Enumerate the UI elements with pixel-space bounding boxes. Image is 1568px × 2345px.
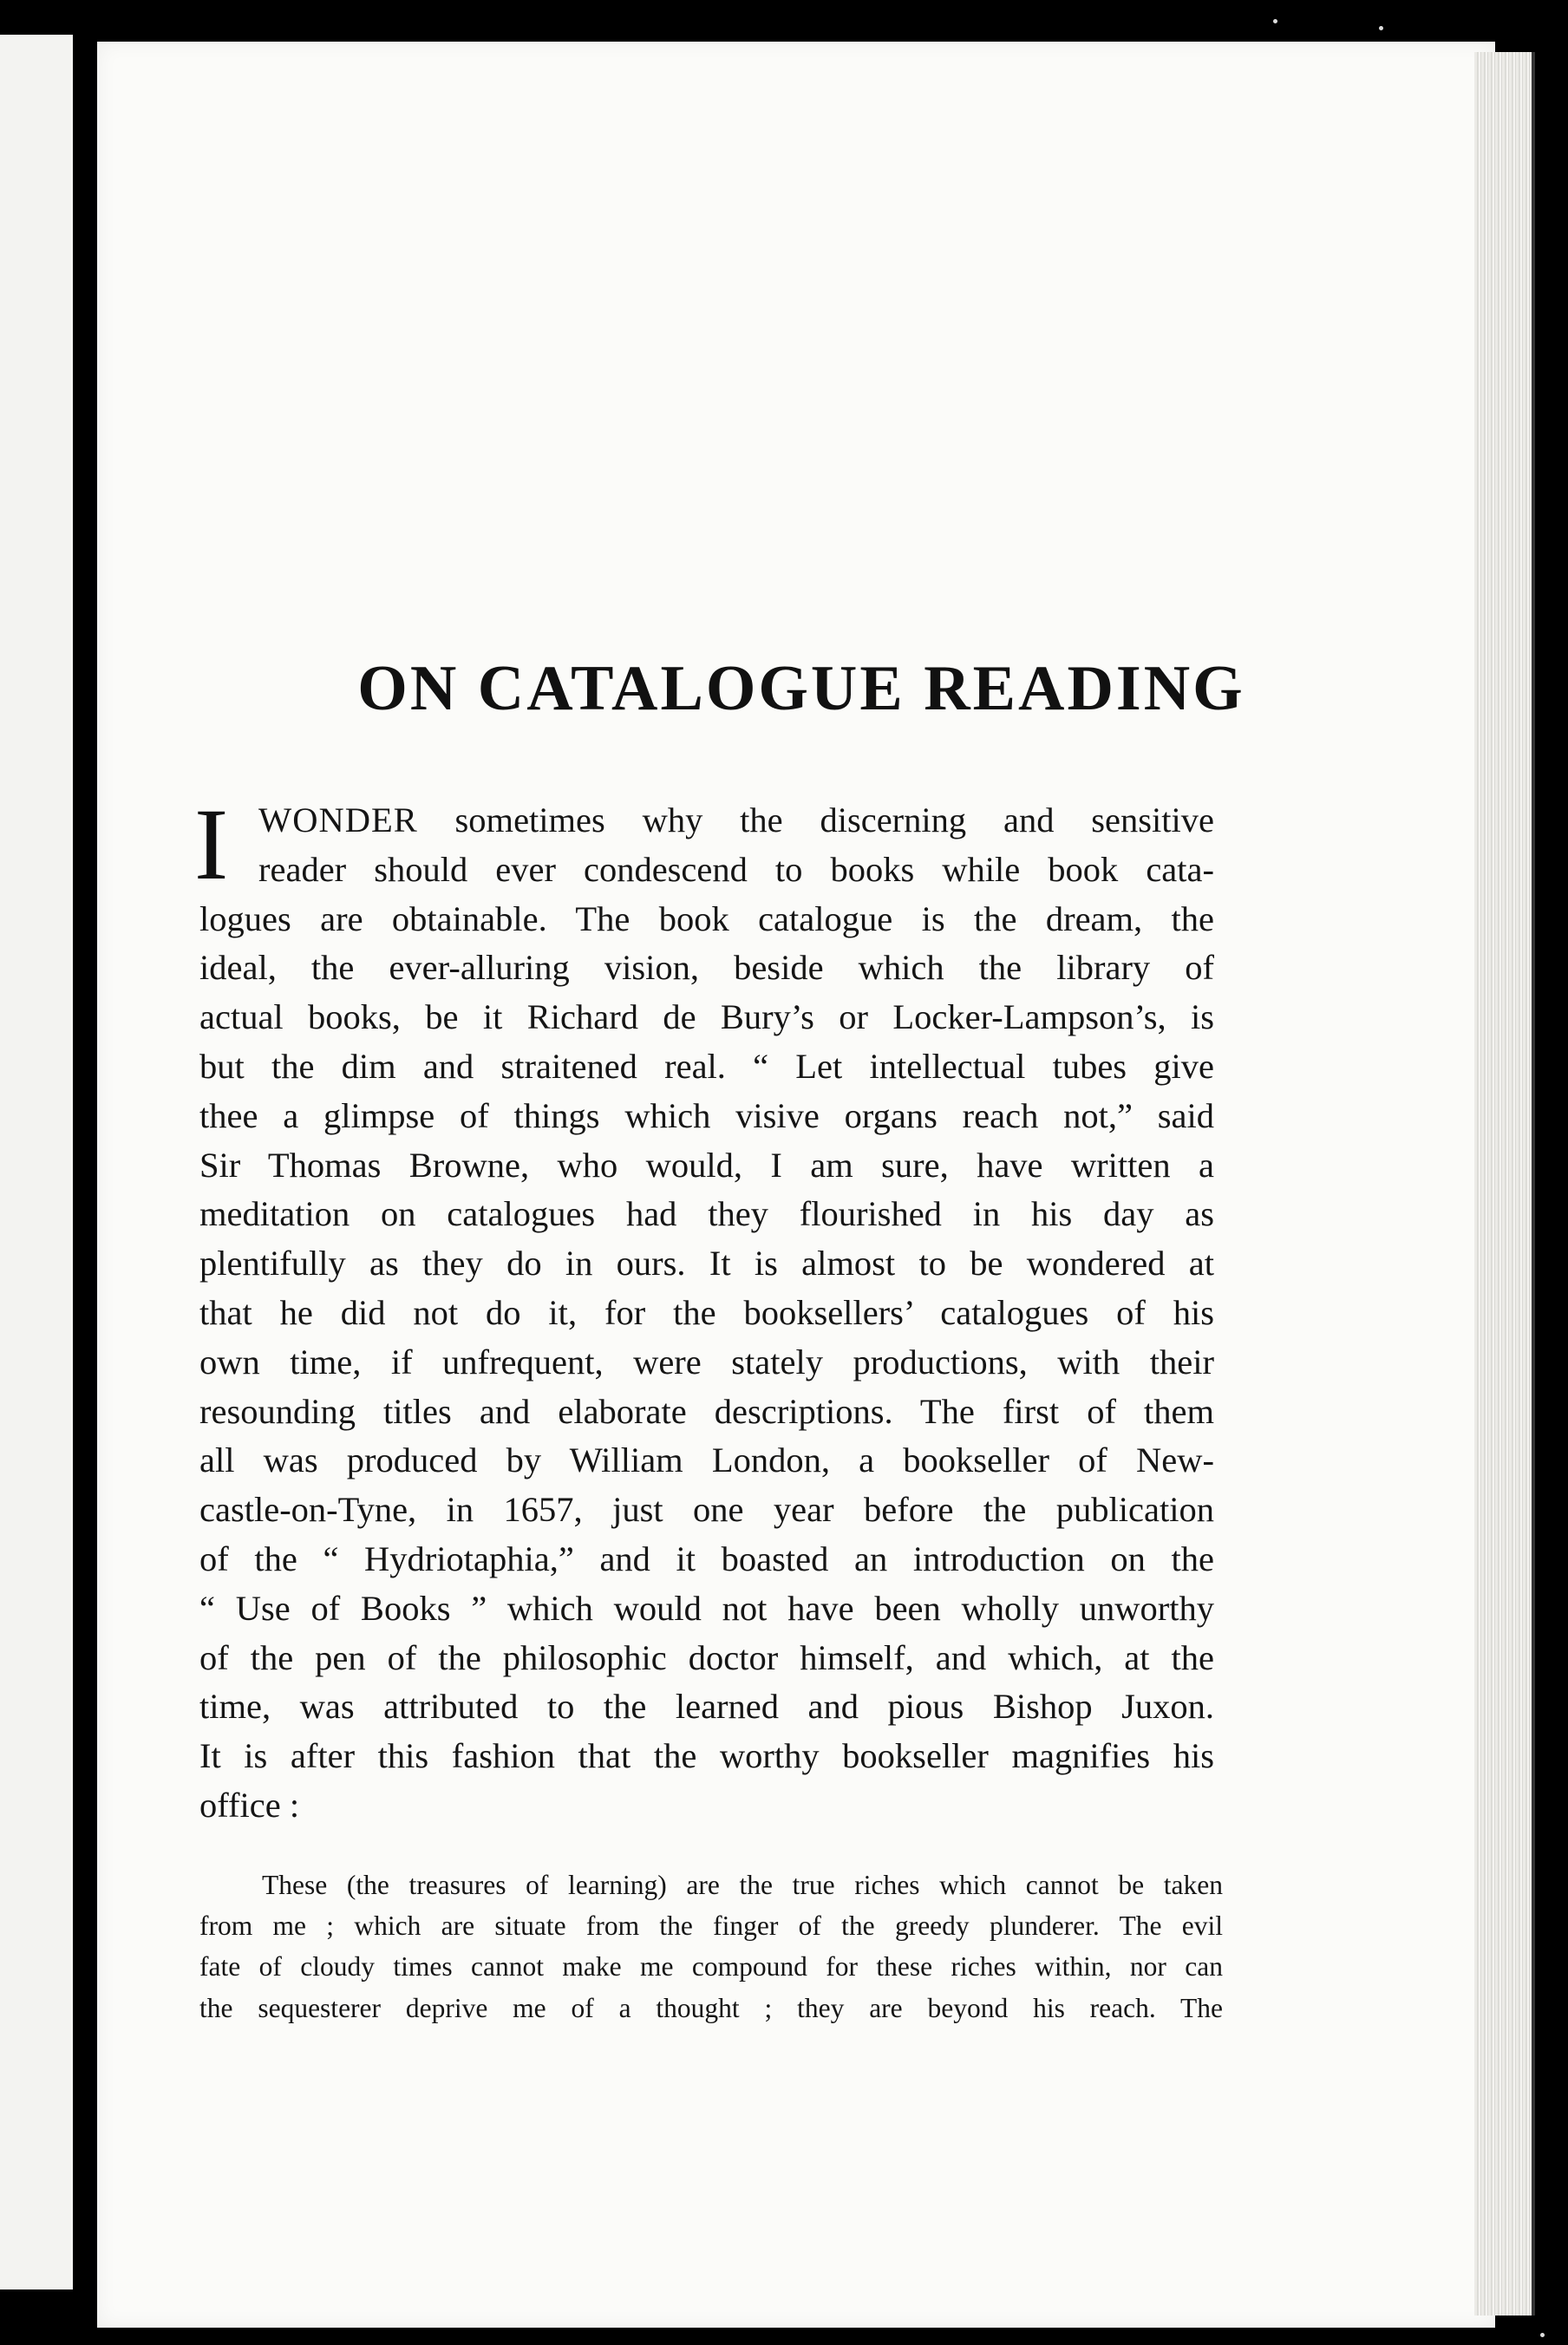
text-line: but the dim and straitened real. “ Let intellectual tubes give [199,1046,1214,1086]
text-line: that he did not do it, for the booksellers’ catalogues of his [199,1292,1214,1332]
text-line: logues are obtainable. The book catalogue is the dream, the [199,898,1214,938]
binding-shadow [73,35,97,2289]
text-line: “ Use of Books ” which would not have been wholly unworthy [199,1588,1214,1628]
chapter-title: ON CATALOGUE READING [357,653,1245,724]
text-line: resounding titles and elaborate descriptions. The first of them [199,1391,1214,1431]
quote-line: from me ; which are situate from the finger of the greedy plunderer. The evil [199,1911,1223,1942]
text-line: It is after this fashion that the worthy bookseller magnifies his [199,1736,1214,1776]
text-line: of the “ Hydriotaphia,” and it boasted an introduction on the [199,1538,1214,1578]
lead-words: WONDER [258,800,418,839]
text-line: all was produced by William London, a bookseller of New- [199,1440,1214,1480]
quote-line: the sequesterer deprive me of a thought ; they are beyond his reach. The [199,1992,1223,2023]
text-line: Sir Thomas Browne, who would, I am sure, have written a [199,1145,1214,1185]
dust-speck [1540,2333,1545,2337]
text-line: castle-on-Tyne, in 1657, just one year before the publication [199,1490,1214,1530]
dust-speck [1379,26,1383,30]
block-quotation [199,1865,1223,2028]
dust-speck [1273,19,1277,23]
text-line: plentifully as they do in ours. It is almost to be wondered at [199,1244,1214,1284]
line-text: sometimes why the discerning and sensitive [417,800,1214,839]
drop-cap: I [194,787,229,901]
quote-line: These (the treasures of learning) are the true riches which cannot be taken [262,1870,1223,1900]
text-line: office : [199,1785,300,1825]
page-stack-edges [1474,52,1532,2316]
text-line: time, was attributed to the learned and pious Bishop Juxon. [199,1687,1214,1727]
text-line: of the pen of the philosophic doctor himself, and which, at the [199,1637,1214,1677]
text-line: reader should ever condescend to books while book cata- [258,849,1214,889]
text-line: own time, if unfrequent, were stately productions, with their [199,1342,1214,1382]
facing-page-edge [0,35,73,2289]
text-line: meditation on catalogues had they flourished in his day as [199,1194,1214,1234]
quote-line: fate of cloudy times cannot make me compound for these riches within, nor can [199,1951,1223,1982]
text-line: ideal, the ever-alluring vision, beside which the library of [199,948,1214,988]
text-line: thee a glimpse of things which visive organs reach not,” said [199,1095,1214,1135]
page-edge-line [1532,52,1535,2316]
body-paragraph [194,787,1214,1831]
text-line [199,796,1214,846]
text-line: actual books, be it Richard de Bury’s or Locker-Lampson’s, is [199,997,1214,1037]
